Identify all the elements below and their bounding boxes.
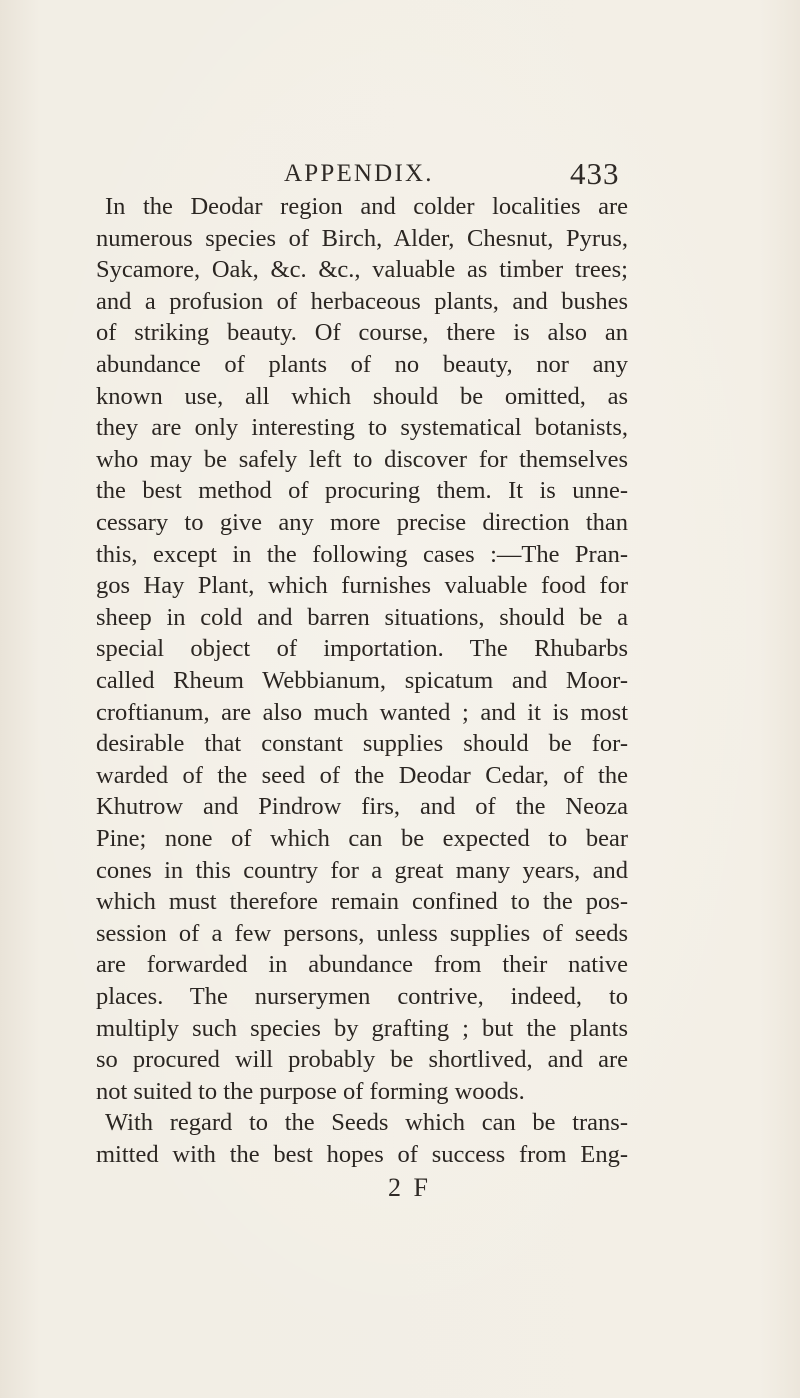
text-line: mitted with the best hopes of success from Eng- [96, 1141, 628, 1168]
running-title: APPENDIX. [284, 160, 434, 187]
text-line: they are only interesting to systematical botanists, [96, 414, 628, 442]
text-line: known use, all which should be omitted, as [96, 382, 628, 410]
text-line: who may be safely left to discover for themselves [96, 445, 628, 473]
text-line: multiply such species by grafting ; but the plants [96, 1014, 628, 1042]
text-line: cessary to give any more precise direction than [96, 509, 628, 536]
text-line: Pine; none of which can be expected to bear [96, 825, 628, 852]
text-line: With regard to the Seeds which can be trans- [105, 1109, 628, 1137]
text-line: places. The nurserymen contrive, indeed, to [96, 983, 628, 1010]
text-line: warded of the seed of the Deodar Cedar, of the [96, 761, 628, 789]
text-line: cones in this country for a great many years, and [96, 856, 628, 884]
text-line: called Rheum Webbianum, spicatum and Moor- [96, 667, 628, 694]
text-line: and a profusion of herbaceous plants, and bushes [96, 287, 628, 315]
text-line: croftianum, are also much wanted ; and it is most [96, 698, 628, 726]
text-line: this, except in the following cases :—The Pran- [96, 540, 628, 568]
text-line: Sycamore, Oak, &c. &c., valuable as timber trees; [96, 256, 628, 284]
signature-mark: 2 F [388, 1172, 431, 1202]
text-line: not suited to the purpose of forming woods. [96, 1077, 525, 1105]
text-line: the best method of procuring them. It is unne- [96, 477, 628, 505]
text-line: gos Hay Plant, which furnishes valuable food for [96, 572, 628, 600]
text-line: of striking beauty. Of course, there is also an [96, 319, 628, 347]
text-line: session of a few persons, unless supplies of seeds [96, 919, 628, 947]
text-line: are forwarded in abundance from their native [96, 951, 628, 979]
page-number: 433 [570, 156, 620, 191]
text-line: sheep in cold and barren situations, should be a [96, 603, 628, 631]
text-line: In the Deodar region and colder localities are [105, 193, 628, 220]
text-line: numerous species of Birch, Alder, Chesnut, Pyrus, [96, 224, 628, 252]
text-line: which must therefore remain confined to the pos- [96, 888, 628, 916]
text-line: so procured will probably be shortlived, and are [96, 1046, 628, 1074]
text-line: abundance of plants of no beauty, nor any [96, 351, 628, 378]
text-line: desirable that constant supplies should be for- [96, 730, 628, 758]
running-header [0, 154, 800, 194]
text-line: special object of importation. The Rhubarbs [96, 635, 628, 663]
text-line: Khutrow and Pindrow firs, and of the Neoza [96, 793, 628, 821]
